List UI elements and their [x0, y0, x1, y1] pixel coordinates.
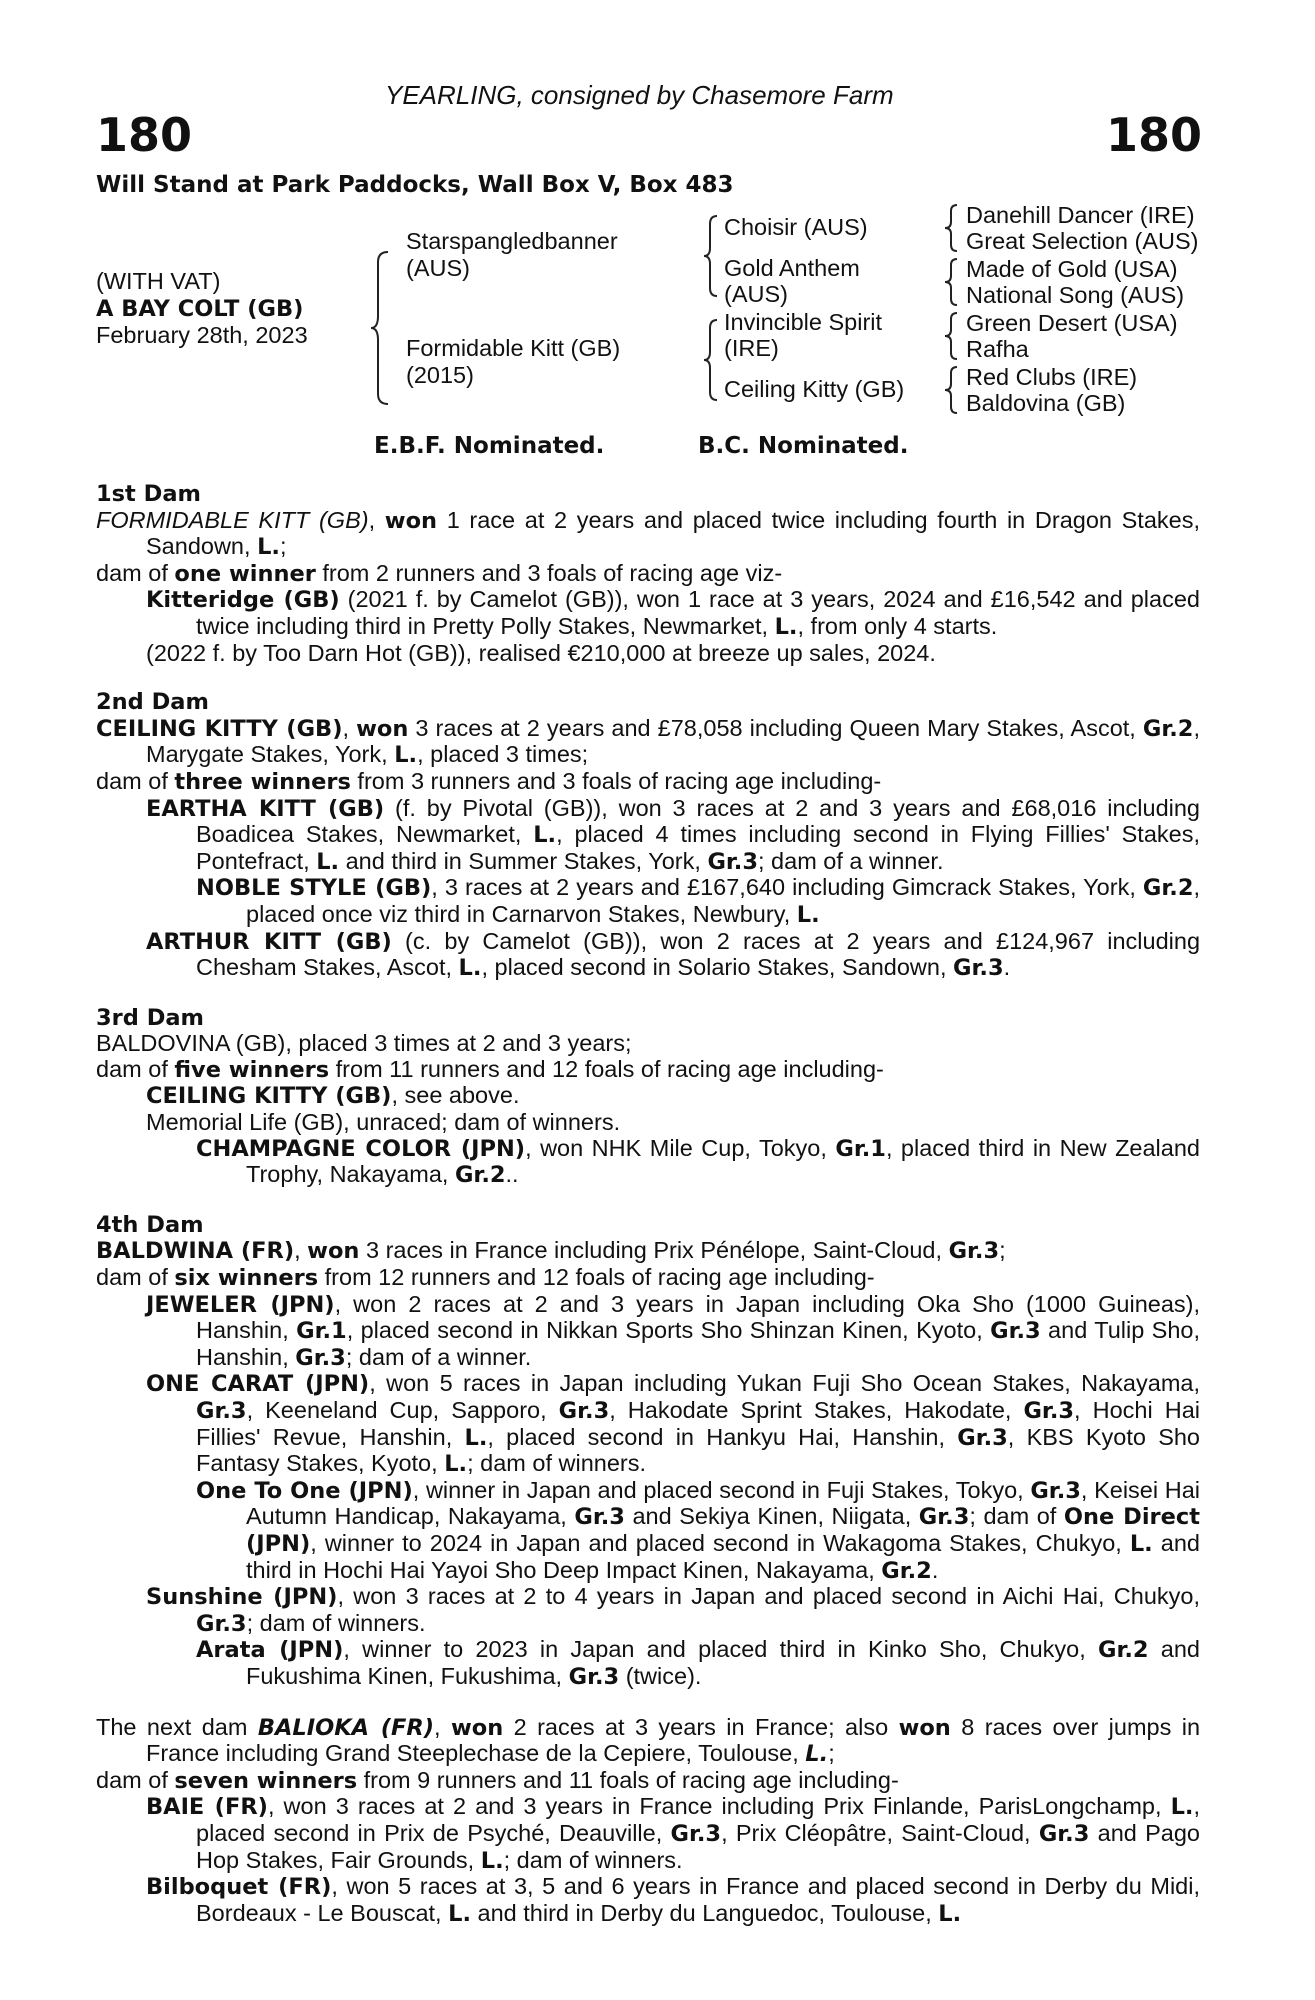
entry-text: (2021 f. by Camelot (GB)), won 1 race at 3 years, 2024 and £16,542 and placed twice including third in Pretty Polly Stakes, Newmarket, [196, 586, 1200, 639]
lot-number-right: 180 [1105, 108, 1202, 162]
entry-emphasis: One To One (JPN) [196, 1477, 413, 1504]
sire-dam-brace [368, 248, 394, 408]
entry-emphasis: Gr.3 [670, 1820, 722, 1847]
entry-text: . [1003, 954, 1011, 981]
entry-text: dam of [96, 1264, 175, 1291]
entry-text: and Fukushima Kinen, Fukushima, [246, 1636, 1200, 1689]
entry-emphasis: One Direct (JPN) [246, 1504, 1201, 1557]
entry-emphasis: Arata (JPN) [196, 1637, 344, 1664]
entry-text: . [931, 1556, 939, 1583]
entry-text: , KBS Kyoto Sho Fantasy Stakes, Kyoto, [196, 1423, 1201, 1477]
entry-text: ; dam of winners. [503, 1846, 683, 1873]
entry-emphasis: Gr.3 [196, 1610, 247, 1637]
entry-emphasis: ONE CARAT (JPN) [146, 1371, 370, 1398]
entry-emphasis: Gr.3 [957, 1424, 1008, 1451]
entry-text: , Prix Cléopâtre, Saint-Cloud, [721, 1819, 1039, 1846]
entry-emphasis: Gr.3 [990, 1318, 1041, 1345]
entry-text: , placed third in New Zealand Trophy, Nakayama, [246, 1134, 1200, 1188]
entry-emphasis: one winner [174, 560, 316, 587]
entry-text: , Keisei Hai Autumn Handicap, Nakayama, [246, 1476, 1201, 1530]
entry-emphasis: Gr.1 [296, 1318, 347, 1345]
entry-emphasis: L. [938, 1900, 962, 1927]
entry-text: from 3 runners and 3 foals of racing age including- [350, 767, 882, 794]
entry-emphasis: won [450, 1714, 504, 1741]
entry-text: , won 3 races at 2 and 3 years in France including Prix Finlande, ParisLongchamp, [267, 1793, 1171, 1820]
entry-text: , [294, 1237, 308, 1264]
entry-emphasis: L. [464, 1424, 488, 1451]
entry-emphasis: L. [1170, 1794, 1194, 1821]
entry-emphasis: Gr.3 [574, 1504, 625, 1531]
sires-sire: Choisir (AUS) [724, 214, 868, 240]
entry-text: dam of [96, 1766, 175, 1793]
entry-emphasis: EARTHA KITT (GB) [146, 795, 385, 822]
entry-emphasis: won [356, 715, 409, 742]
entry-emphasis: Bilboquet (FR) [146, 1874, 332, 1901]
grandsire-3: Made of Gold (USA) [966, 256, 1178, 282]
dam-section [96, 1006, 1200, 1189]
brace-g3 [942, 310, 962, 362]
entry-emphasis: Gr.3 [568, 1663, 620, 1690]
entry-text: , [368, 506, 385, 533]
entry-text: and third in Derby du Languedoc, Toulouse, [471, 1899, 939, 1926]
sires-dam-line2: (AUS) [724, 281, 788, 307]
entry-text: , Hakodate Sprint Stakes, Hakodate, [609, 1397, 1024, 1423]
section-heading: 2nd Dam [96, 689, 209, 716]
entry-text: ; dam of a winner. [758, 847, 944, 874]
dam-section [96, 690, 1200, 982]
entry-text: , won 2 races at 2 and 3 years in Japan including Oka Sho (1000 Guineas), Hanshin, [196, 1290, 1201, 1344]
brace-g4 [942, 364, 962, 416]
dams-sire-line2: (IRE) [724, 335, 779, 361]
grandsire-6: Rafha [966, 336, 1029, 362]
foaling-date: February 28th, 2023 [96, 322, 308, 348]
produce-record [96, 482, 1200, 1927]
pedigree-entry [96, 1371, 1200, 1477]
entry-emphasis: Gr.3 [1038, 1820, 1090, 1847]
entry-emphasis: Gr.1 [835, 1135, 886, 1162]
entry-text: ; dam of [969, 1503, 1064, 1530]
entry-text: , Hochi Hai Fillies' Revue, Hanshin, [196, 1397, 1200, 1450]
entry-text: , winner to 2024 in Japan and placed second in Wakagoma Stakes, Chukyo, [310, 1529, 1130, 1556]
entry-text: ; dam of winners. [467, 1450, 647, 1477]
entry-text: , see above. [391, 1082, 520, 1109]
entry-text: dam of [96, 1055, 175, 1082]
entry-emphasis: L. [316, 848, 340, 875]
dam-parents-brace [701, 316, 721, 406]
entry-emphasis: BALIOKA (FR) [257, 1714, 435, 1741]
entry-text: and third in Hochi Hai Yayoi Sho Deep Impact Kinen, Nakayama, [246, 1529, 1200, 1583]
entry-text: and Tulip Sho, Hanshin, [196, 1317, 1201, 1370]
lot-number-left: 180 [96, 108, 193, 162]
entry-text: ; dam of a winner. [345, 1343, 532, 1370]
entry-text: , from only 4 starts. [797, 612, 998, 639]
entry-text: , placed second in Hankyu Hai, Hanshin, [487, 1423, 958, 1450]
entry-text: and Sekiya Kinen, Niigata, [624, 1503, 919, 1530]
entry-emphasis: CEILING KITTY (GB) [96, 715, 343, 742]
grandsire-7: Red Clubs (IRE) [966, 364, 1138, 390]
sire-name-line1: Starspangledbanner [406, 228, 618, 254]
entry-text: ; [999, 1237, 1006, 1264]
pedigree-entry [96, 1110, 1200, 1136]
entry-emphasis: three winners [174, 768, 351, 795]
entry-text: The next dam [96, 1713, 258, 1740]
vat-note: (WITH VAT) [96, 268, 221, 294]
pedigree-entry [96, 1715, 1200, 1768]
entry-emphasis: BAIE (FR) [146, 1794, 268, 1821]
grandsire-1: Danehill Dancer (IRE) [966, 202, 1195, 228]
grandsire-8: Baldovina (GB) [966, 390, 1126, 416]
entry-emphasis: seven winners [174, 1767, 358, 1794]
entry-emphasis: Gr.3 [1030, 1477, 1081, 1504]
entry-emphasis: Gr.3 [196, 1398, 247, 1424]
section-heading: 3rd Dam [96, 1004, 204, 1031]
brace-g2 [942, 256, 962, 308]
entry-emphasis: won [307, 1238, 360, 1265]
entry-text: , [434, 1713, 451, 1740]
grandsire-4: National Song (AUS) [966, 282, 1185, 308]
entry-text: , won 5 races at 3, 5 and 6 years in France and placed second in Derby du Midi, Bordeaux - Le Bouscat, [196, 1873, 1200, 1926]
entry-emphasis: Gr.2 [454, 1162, 506, 1189]
entry-emphasis: L. [394, 742, 418, 769]
pedigree-entry [96, 508, 1200, 561]
entry-emphasis: six winners [174, 1265, 319, 1292]
entry-emphasis: Gr.3 [1023, 1398, 1075, 1424]
pedigree-entry [96, 1031, 1200, 1057]
pedigree-entry [96, 1083, 1200, 1110]
entry-emphasis: L. [448, 1900, 472, 1927]
entry-emphasis: Gr.3 [558, 1398, 610, 1424]
pedigree-entry [96, 1238, 1200, 1265]
sire-name-line2: (AUS) [406, 255, 470, 281]
entry-text: 1 race at 2 years and placed twice including fourth in Dragon Stakes, Sandown, [146, 506, 1200, 560]
entry-text: (twice). [619, 1662, 702, 1689]
entry-emphasis: L. [444, 1451, 468, 1478]
entry-text: from 9 runners and 11 foals of racing age including- [357, 1766, 899, 1793]
entry-text: dam of [96, 559, 175, 586]
entry-emphasis: won [898, 1714, 951, 1741]
entry-text: ; dam of winners. [246, 1609, 426, 1636]
pedigree-entry [96, 1057, 1200, 1084]
brace-g1 [942, 202, 962, 254]
entry-emphasis: ARTHUR KITT (GB) [146, 928, 392, 955]
entry-emphasis: Gr.2 [1142, 715, 1194, 742]
entry-emphasis: Gr.3 [295, 1344, 346, 1371]
entry-emphasis: Gr.3 [918, 1504, 970, 1531]
pedigree-entry [96, 929, 1200, 982]
pedigree-entry [96, 716, 1200, 769]
entry-text: , placed once viz third in Carnarvon Stakes, Newbury, [246, 874, 1201, 927]
entry-text: , placed 3 times; [417, 741, 589, 768]
entry-text: (f. by Pivotal (GB)), won 3 races at 2 and 3 years and £68,016 including Boadicea Stakes, Newmarket, [196, 794, 1200, 848]
entry-emphasis: Gr.3 [707, 848, 758, 875]
entry-emphasis: L. [774, 613, 798, 640]
section-heading: 1st Dam [96, 481, 201, 507]
entry-text: .. [505, 1161, 519, 1188]
entry-emphasis: L. [533, 822, 557, 849]
pedigree-entry [96, 1478, 1200, 1584]
entry-text: BALDOVINA (GB), placed 3 times at 2 and 3 years; [96, 1030, 632, 1057]
dams-dam: Ceiling Kitty (GB) [724, 376, 905, 402]
dam-section [96, 1213, 1200, 1691]
entry-emphasis: L. [458, 955, 482, 982]
entry-text: ; [279, 533, 287, 560]
entry-text: (2022 f. by Too Darn Hot (GB)), realised €210,000 at breeze up sales, 2024. [146, 639, 936, 666]
entry-emphasis: won [384, 507, 438, 534]
entry-text: , won 3 races at 2 to 4 years in Japan and placed second in Aichi Hai, Chukyo, [337, 1583, 1201, 1610]
entry-text: 2 races at 3 years in France; also [503, 1713, 899, 1740]
entry-text: dam of [96, 767, 175, 794]
pedigree-entry [96, 1265, 1200, 1292]
entry-text: , winner in Japan and placed second in Fuji Stakes, Tokyo, [412, 1476, 1031, 1503]
entry-emphasis: Gr.3 [953, 955, 1004, 982]
bc-nomination: B.C. Nominated. [698, 433, 909, 459]
entry-emphasis: Sunshine (JPN) [146, 1584, 338, 1611]
entry-emphasis: Gr.2 [881, 1557, 932, 1584]
entry-text: , won 5 races in Japan including Yukan Fuji Sho Ocean Stakes, Nakayama, [369, 1370, 1200, 1397]
entry-emphasis: Gr.2 [1142, 875, 1194, 902]
horse-name: A BAY COLT (GB) [96, 296, 304, 322]
entry-emphasis: Kitteridge (GB) [146, 587, 340, 614]
pedigree-entry [96, 1874, 1200, 1927]
entry-text: 8 races over jumps in France including Grand Steeplechase de la Cepiere, Toulouse, [146, 1713, 1201, 1767]
dams-sire-line1: Invincible Spirit [724, 309, 883, 335]
entry-text: , Keeneland Cup, Sapporo, [246, 1397, 559, 1423]
pedigree-entry [96, 1584, 1200, 1637]
entry-emphasis: CEILING KITTY (GB) [146, 1083, 392, 1110]
dam-section [96, 1715, 1200, 1928]
entry-text: , 3 races at 2 years and £167,640 including Gimcrack Stakes, York, [431, 874, 1143, 901]
entry-text: , placed second in Solario Stakes, Sandown, [481, 954, 954, 981]
stand-location: Will Stand at Park Paddocks, Wall Box V, Box 483 [96, 172, 734, 198]
ebf-nomination: E.B.F. Nominated. [374, 433, 605, 459]
entry-text: and third in Summer Stakes, York, [339, 847, 708, 874]
entry-emphasis: L. [805, 1741, 829, 1768]
entry-text: and Pago Hop Stakes, Fair Grounds, [196, 1819, 1200, 1873]
entry-text: , won NHK Mile Cup, Tokyo, [525, 1134, 836, 1161]
pedigree-entry [96, 587, 1200, 640]
consignment-line: YEARLING, consigned by Chasemore Farm [385, 80, 894, 110]
grandsire-2: Great Selection (AUS) [966, 228, 1199, 254]
entry-text: from 12 runners and 12 foals of racing age including- [318, 1264, 875, 1291]
pedigree-entry [96, 1768, 1200, 1795]
pedigree-entry [96, 769, 1200, 796]
entry-text: from 2 runners and 3 foals of racing age viz- [315, 559, 783, 586]
entry-text: Memorial Life (GB), unraced; dam of winners. [146, 1109, 621, 1136]
entry-text: , placed 4 times including second in Flying Fillies' Stakes, Pontefract, [196, 821, 1201, 874]
entry-emphasis: NOBLE STYLE (GB) [196, 875, 432, 902]
pedigree-entry [96, 1637, 1200, 1690]
entry-emphasis: BALDWINA (FR) [96, 1238, 295, 1265]
pedigree-entry [96, 796, 1200, 876]
sires-dam-line1: Gold Anthem [724, 255, 860, 281]
entry-text: , placed second in Prix de Psyché, Deauville, [196, 1793, 1200, 1846]
entry-emphasis: Gr.3 [948, 1238, 1000, 1265]
entry-emphasis: L. [796, 901, 820, 928]
entry-text: 3 races at 2 years and £78,058 including Queen Mary Stakes, Ascot, [408, 714, 1143, 741]
entry-text: (c. by Camelot (GB)), won 2 races at 2 years and £124,967 including Chesham Stakes, Ascot, [196, 927, 1201, 981]
entry-text: 3 races in France including Prix Pénélope, Saint-Cloud, [359, 1237, 949, 1264]
entry-emphasis: CHAMPAGNE COLOR (JPN) [196, 1135, 526, 1162]
entry-text: , winner to 2023 in Japan and placed third in Kinko Sho, Chukyo, [343, 1636, 1098, 1663]
pedigree-entry [96, 1136, 1200, 1189]
entry-text: , [342, 714, 357, 741]
pedigree-entry [96, 1794, 1200, 1874]
entry-text: , Marygate Stakes, York, [146, 714, 1200, 768]
sire-parents-brace [701, 212, 721, 302]
entry-emphasis: JEWELER (JPN) [146, 1291, 335, 1318]
entry-emphasis: L. [480, 1847, 504, 1874]
entry-emphasis: L. [257, 534, 280, 561]
grandsire-5: Green Desert (USA) [966, 310, 1178, 336]
dam-name-line1: Formidable Kitt (GB) [406, 335, 621, 361]
pedigree-entry [96, 641, 1200, 667]
entry-text: ; [828, 1740, 835, 1767]
dam-section [96, 482, 1200, 666]
entry-emphasis: five winners [174, 1056, 330, 1083]
pedigree-entry [96, 875, 1200, 928]
pedigree-entry [96, 1292, 1200, 1372]
entry-text: from 11 runners and 12 foals of racing age including- [329, 1055, 884, 1082]
entry-text: , placed second in Nikkan Sports Sho Shinzan Kinen, Kyoto, [346, 1317, 991, 1344]
pedigree-entry [96, 561, 1200, 588]
dam-name-line2: (2015) [406, 362, 474, 388]
entry-emphasis: Gr.2 [1098, 1637, 1149, 1664]
entry-emphasis: L. [1129, 1530, 1153, 1557]
entry-emphasis: FORMIDABLE KITT (GB) [96, 506, 369, 533]
section-heading: 4th Dam [96, 1211, 204, 1238]
